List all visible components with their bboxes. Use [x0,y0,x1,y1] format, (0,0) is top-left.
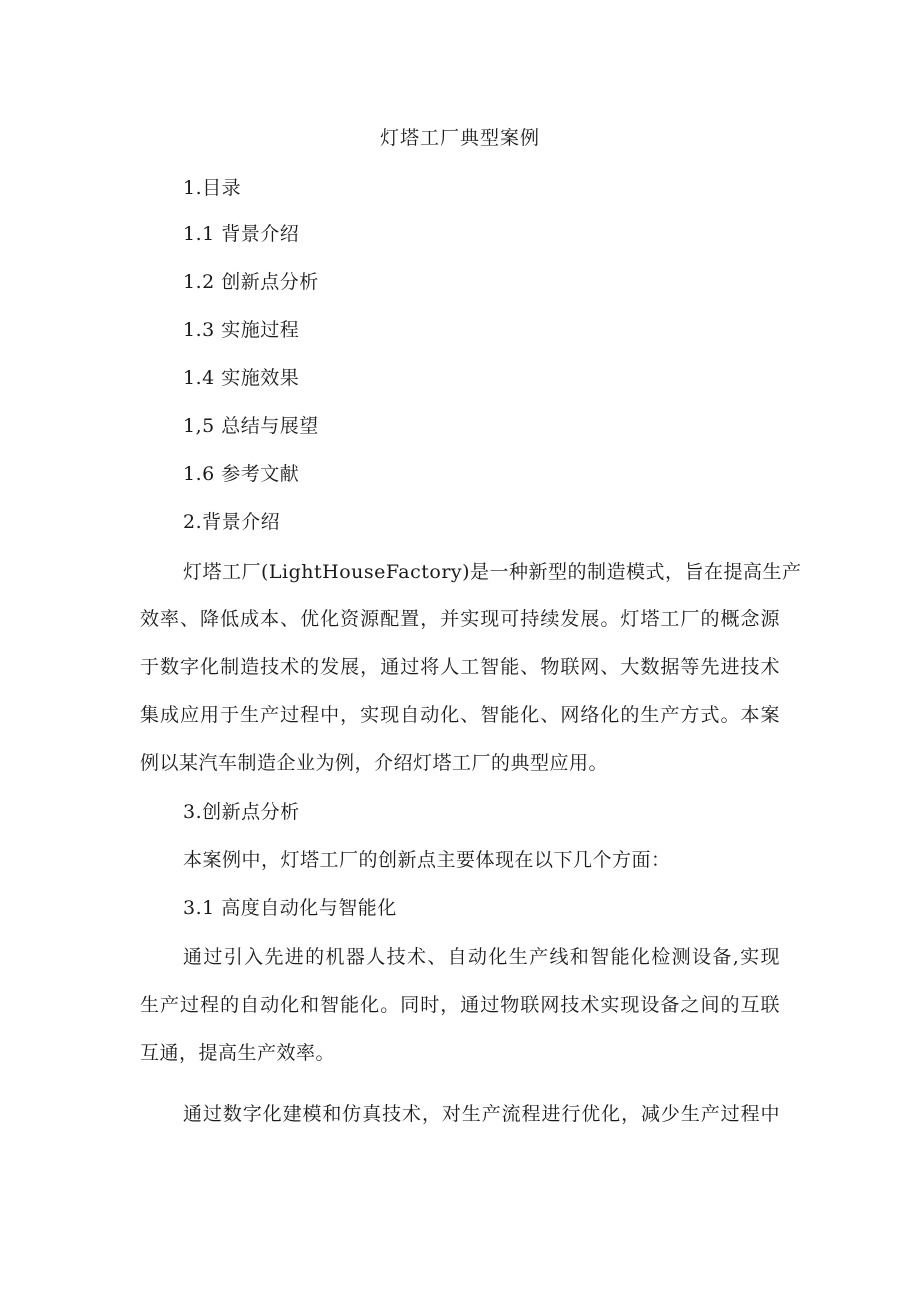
paragraph-line: 灯塔工厂(LightHouseFactory)是一种新型的制造模式，旨在提高生产 [183,561,802,583]
document-title: 灯塔工厂典型案例 [379,127,540,149]
toc-item: 1,5 总结与展望 [183,415,319,437]
paragraph-line: 集成应用于生产过程中，实现自动化、智能化、网络化的生产方式。本案 [140,704,780,726]
section-heading: 2.背景介绍 [183,511,281,533]
paragraph-line: 通过数字化建模和仿真技术，对生产流程进行优化，减少生产过程中 [183,1103,780,1125]
section-heading: 3.创新点分析 [183,801,300,823]
paragraph-line: 互通，提高生产效率。 [140,1042,336,1064]
toc-item: 1.6 参考文献 [183,463,300,485]
toc-item: 1.2 创新点分析 [183,271,319,293]
paragraph-line: 通过引入先进的机器人技术、自动化生产线和智能化检测设备,实现 [183,946,780,968]
paragraph-line: 本案例中，灯塔工厂的创新点主要体现在以下几个方面： [183,849,671,871]
toc-item: 1.4 实施效果 [183,367,300,389]
toc-item: 1.3 实施过程 [183,319,300,341]
paragraph-line: 效率、降低成本、优化资源配置，并实现可持续发展。灯塔工厂的概念源 [140,608,780,630]
toc-heading: 1.目录 [183,177,242,199]
paragraph-line: 于数字化制造技术的发展，通过将人工智能、物联网、大数据等先进技术 [140,656,780,678]
paragraph-line: 例以某汽车制造企业为例，介绍灯塔工厂的典型应用。 [140,752,609,774]
toc-item: 1.1 背景介绍 [183,223,300,245]
subsection-heading: 3.1 高度自动化与智能化 [183,897,397,919]
paragraph-line: 生产过程的自动化和智能化。同时，通过物联网技术实现设备之间的互联 [140,994,780,1016]
